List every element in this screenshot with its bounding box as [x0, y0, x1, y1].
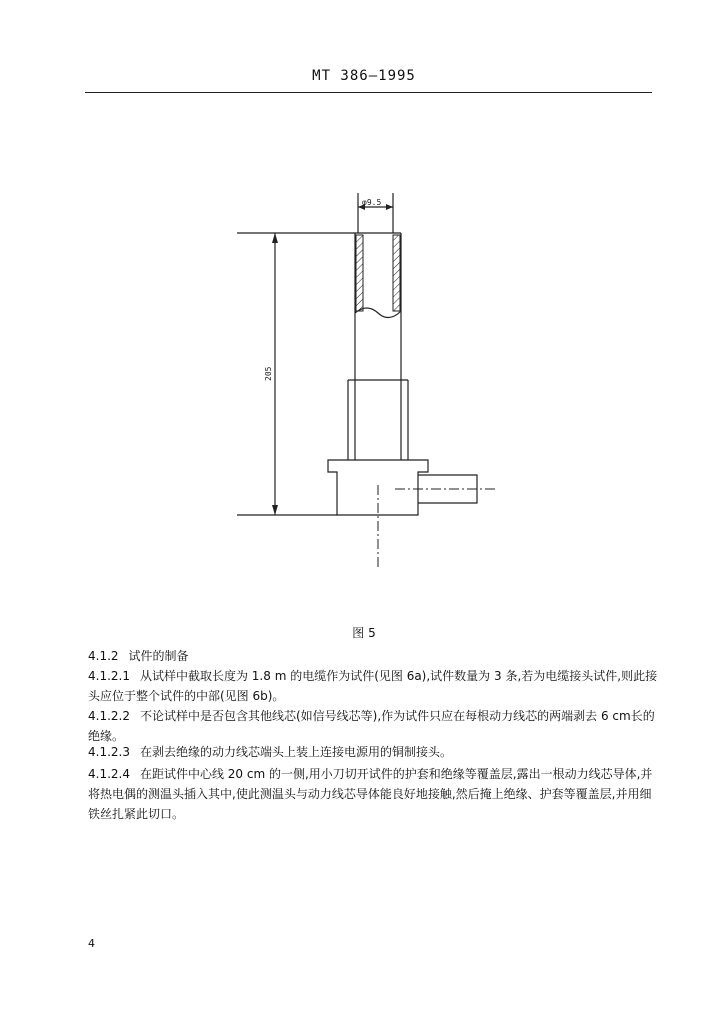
section-number: 4.1.2 — [88, 649, 119, 663]
figure-caption: 图 5 — [352, 626, 376, 640]
section-4-1-2-4 — [88, 764, 660, 824]
height-label: 205 — [264, 366, 273, 381]
section-text: 不论试样中是否包含其他线芯(如信号线芯等),作为试件只应在每根动力线芯的两端剥去 6 cm长的绝缘。 — [88, 709, 655, 743]
section-number: 4.1.2.4 — [88, 767, 130, 781]
section-text: 在距试件中心线 20 cm 的一侧,用小刀切开试件的护套和绝缘等覆盖层,露出一根动力线芯导体,并将热电偶的测温头插入其中,使此测温头与动力线芯导体能良好地接触,然后掩上绝缘、护套等覆盖层,并用细铁丝扎紧此切口。 — [88, 767, 653, 821]
section-4-1-2 — [88, 646, 660, 666]
diameter-label: φ9.5 — [362, 198, 382, 207]
header-rule — [85, 92, 652, 93]
section-text: 试件的制备 — [128, 649, 189, 663]
page-number: 4 — [88, 937, 95, 950]
section-number: 4.1.2.3 — [88, 745, 130, 759]
section-text: 在剥去绝缘的动力线芯端头上装上连接电源用的铜制接头。 — [139, 745, 452, 759]
section-number: 4.1.2.2 — [88, 709, 130, 723]
section-text: 从试样中截取长度为 1.8 m 的电缆作为试件(见图 6a),试件数量为 3 条,若为电缆接头试件,则此接头应位于整个试件的中部(见图 6b)。 — [88, 669, 658, 703]
document-code-header: MT 386—1995 — [312, 68, 416, 84]
section-4-1-2-3 — [88, 742, 660, 762]
section-number: 4.1.2.1 — [88, 669, 130, 683]
figure-5-drawing — [215, 185, 515, 575]
section-4-1-2-2 — [88, 706, 660, 746]
section-4-1-2-1 — [88, 666, 660, 706]
